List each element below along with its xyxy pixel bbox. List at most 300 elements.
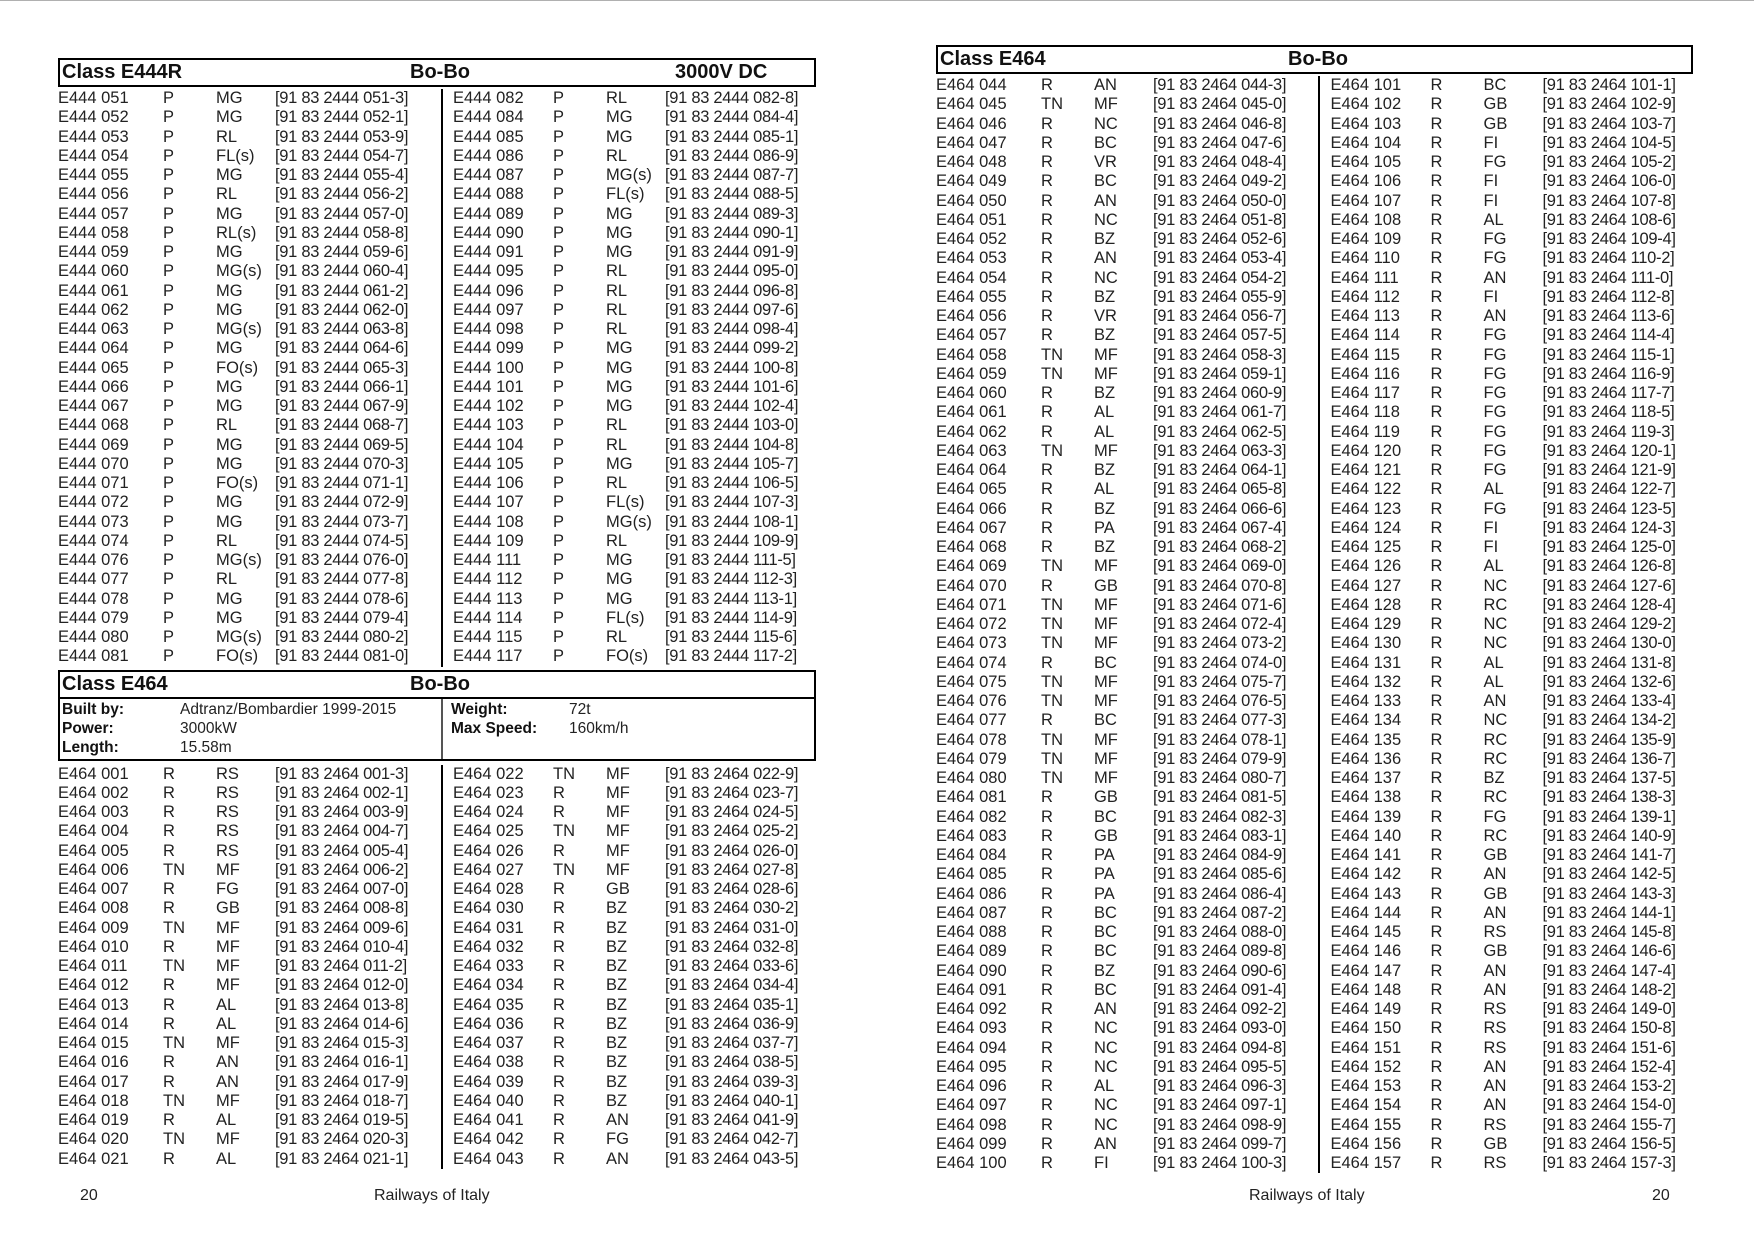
evn-number: [91 83 2444 108-1]: [665, 512, 799, 531]
depot-code: RL: [606, 146, 628, 165]
depot-code: RL: [606, 300, 628, 319]
table-row: [1325, 788, 1693, 807]
loco-number: E464 103: [1330, 114, 1402, 133]
depot-code: MF: [216, 918, 240, 937]
operator-code: R: [163, 976, 175, 995]
depot-code: BZ: [1094, 961, 1116, 980]
loco-number: E464 040: [453, 1091, 524, 1110]
depot-code: RL: [216, 127, 238, 146]
operator-code: R: [1430, 499, 1443, 518]
evn-number: [91 83 2464 129-2]: [1542, 615, 1676, 633]
table-row: [58, 899, 441, 918]
table-row: [936, 615, 1318, 634]
depot-code: BZ: [1094, 384, 1116, 402]
table-row: [936, 269, 1318, 288]
evn-number: [91 83 2464 067-4]: [1153, 518, 1287, 537]
operator-code: TN: [1041, 769, 1063, 787]
evn-number: [91 83 2444 072-9]: [275, 493, 409, 512]
table-row: [1325, 846, 1693, 865]
operator-code: R: [1041, 942, 1053, 961]
evn-number: [91 83 2464 087-2]: [1153, 903, 1287, 922]
operator-code: R: [1430, 441, 1443, 460]
power-value: 3000kW: [180, 719, 237, 737]
depot-code: FL(s): [606, 185, 645, 204]
evn-number: [91 83 2464 020-3]: [275, 1130, 409, 1149]
table-row: [58, 493, 441, 512]
table-row: [58, 570, 441, 589]
evn-number: [91 83 2464 071-6]: [1153, 595, 1287, 614]
operator-code: TN: [1041, 345, 1063, 364]
depot-code: AL: [216, 995, 237, 1014]
evn-number: [91 83 2444 107-3]: [665, 493, 799, 512]
evn-number: [91 83 2464 003-9]: [275, 803, 409, 821]
evn-number: [91 83 2444 053-9]: [275, 127, 409, 146]
evn-number: [91 83 2464 130-0]: [1542, 634, 1676, 653]
loco-number: E464 065: [936, 480, 1007, 499]
operator-code: R: [1430, 1154, 1443, 1172]
table-row: [448, 493, 816, 512]
depot-code: BZ: [606, 1014, 628, 1033]
evn-number: [91 83 2464 022-9]: [665, 764, 799, 783]
operator-code: P: [553, 185, 565, 204]
table-row: [448, 803, 816, 822]
operator-code: R: [553, 1034, 565, 1052]
loco-number: E464 039: [453, 1072, 524, 1091]
loco-number: E464 015: [58, 1034, 129, 1052]
table-row: [1325, 692, 1693, 711]
evn-number: [91 83 2464 073-2]: [1153, 634, 1287, 653]
operator-code: R: [1041, 230, 1053, 248]
evn-number: [91 83 2464 141-7]: [1542, 846, 1676, 864]
depot-code: AN: [1483, 961, 1507, 980]
operator-code: R: [1041, 249, 1053, 268]
loco-number: E444 061: [58, 281, 129, 300]
evn-number: [91 83 2444 068-7]: [275, 416, 409, 435]
table-row: [936, 788, 1318, 807]
loco-number: E464 074: [936, 653, 1007, 672]
table-row: [936, 346, 1318, 365]
loco-number: E444 052: [58, 108, 129, 127]
table-row: [1325, 192, 1693, 211]
table-row: [58, 397, 441, 416]
loco-number: E444 111: [453, 551, 522, 569]
depot-code: MF: [606, 764, 630, 783]
evn-number: [91 83 2464 058-3]: [1153, 345, 1287, 364]
loco-number: E464 008: [58, 899, 129, 918]
table-row: [58, 359, 441, 378]
operator-code: P: [553, 531, 565, 550]
operator-code: TN: [553, 764, 575, 783]
table-row: [936, 230, 1318, 249]
operator-code: R: [553, 957, 565, 975]
operator-code: R: [1430, 595, 1443, 614]
depot-code: MF: [216, 1130, 240, 1149]
table-row: [448, 416, 816, 435]
operator-code: R: [553, 1149, 565, 1168]
loco-number: E464 133: [1330, 692, 1402, 710]
operator-code: R: [1430, 384, 1443, 402]
loco-number: E464 092: [936, 1000, 1007, 1018]
table-row: [936, 95, 1318, 114]
evn-number: [91 83 2464 043-5]: [665, 1149, 799, 1168]
evn-number: [91 83 2444 082-8]: [665, 89, 799, 107]
loco-number: E464 006: [58, 860, 129, 879]
table-row: [58, 1111, 441, 1130]
evn-number: [91 83 2444 100-8]: [665, 358, 799, 377]
depot-code: GB: [1483, 114, 1508, 133]
class-title: Class E464: [62, 672, 168, 695]
table-row: [1325, 827, 1693, 846]
depot-code: MF: [1094, 345, 1118, 364]
table-row: [936, 249, 1318, 268]
evn-number: [91 83 2444 078-6]: [275, 589, 409, 608]
operator-code: R: [1041, 133, 1053, 152]
loco-number: E444 079: [58, 608, 129, 627]
loco-number: E444 080: [58, 628, 129, 646]
table-row: [936, 692, 1318, 711]
depot-code: FI: [1483, 287, 1499, 306]
evn-number: [91 83 2464 039-3]: [665, 1072, 799, 1091]
table-row: [448, 1034, 816, 1053]
loco-number: E464 110: [1330, 249, 1400, 268]
evn-number: [91 83 2464 070-8]: [1153, 576, 1287, 595]
wheel-arrangement: Bo-Bo: [410, 672, 470, 695]
table-row: [936, 981, 1318, 1000]
evn-number: [91 83 2464 007-0]: [275, 880, 409, 898]
operator-code: R: [553, 1130, 565, 1149]
depot-code: AL: [1483, 557, 1504, 576]
loco-number: E464 157: [1330, 1154, 1402, 1172]
table-row: [58, 996, 441, 1015]
evn-number: [91 83 2444 084-4]: [665, 108, 799, 127]
table-row: [448, 166, 816, 185]
table-row: [936, 1116, 1318, 1135]
loco-number: E464 131: [1330, 653, 1402, 672]
depot-code: MG: [216, 512, 243, 531]
depot-code: BZ: [1094, 287, 1116, 306]
table-row: [936, 673, 1318, 692]
loco-number: E464 095: [936, 1057, 1007, 1076]
table-row: [58, 532, 441, 551]
loco-number: E464 010: [58, 937, 129, 956]
loco-number: E464 093: [936, 1019, 1007, 1038]
table-row: [58, 590, 441, 609]
loco-number: E464 064: [936, 461, 1007, 479]
loco-number: E464 099: [936, 1134, 1007, 1153]
depot-code: MF: [606, 803, 630, 821]
depot-code: MF: [606, 822, 630, 841]
loco-number: E464 055: [936, 287, 1007, 306]
operator-code: P: [163, 185, 175, 204]
operator-code: R: [1430, 1019, 1443, 1038]
evn-number: [91 83 2464 123-5]: [1542, 499, 1676, 518]
loco-number: E444 070: [58, 454, 129, 473]
evn-number: [91 83 2464 017-9]: [275, 1072, 409, 1091]
loco-number: E444 113: [453, 589, 523, 608]
evn-number: [91 83 2464 021-1]: [275, 1149, 409, 1168]
operator-code: R: [163, 783, 175, 802]
evn-number: [91 83 2444 077-8]: [275, 570, 409, 589]
loco-number: E464 036: [453, 1014, 524, 1033]
operator-code: TN: [1041, 441, 1063, 460]
loco-number: E464 077: [936, 711, 1007, 730]
evn-number: [91 83 2444 066-1]: [275, 377, 409, 396]
fleet-column-2: [441, 89, 816, 667]
operator-code: P: [553, 127, 565, 146]
evn-number: [91 83 2444 095-0]: [665, 262, 799, 281]
table-row: [936, 731, 1318, 750]
evn-number: [91 83 2464 004-7]: [275, 822, 409, 841]
evn-number: [91 83 2464 094-8]: [1153, 1038, 1287, 1057]
e444r-fleet-table: [58, 89, 816, 667]
depot-code: AL: [1094, 480, 1115, 499]
class-e464-header: [58, 670, 816, 699]
evn-number: [91 83 2464 052-6]: [1153, 230, 1287, 248]
depot-code: BZ: [1094, 230, 1116, 248]
depot-code: VR: [1094, 307, 1117, 325]
depot-code: GB: [1483, 942, 1508, 961]
evn-number: [91 83 2464 098-9]: [1153, 1115, 1287, 1134]
operator-code: R: [1041, 846, 1053, 864]
depot-code: NC: [1094, 1096, 1118, 1115]
loco-number: E444 060: [58, 262, 129, 281]
table-row: [936, 115, 1318, 134]
operator-code: R: [553, 918, 565, 937]
loco-number: E464 076: [936, 692, 1007, 710]
depot-code: MG: [216, 397, 243, 415]
operator-code: R: [1430, 191, 1443, 210]
table-row: [448, 378, 816, 397]
table-row: [936, 769, 1318, 788]
operator-code: R: [1430, 576, 1443, 595]
operator-code: R: [163, 822, 175, 841]
loco-number: E464 102: [1330, 95, 1402, 114]
evn-number: [91 83 2464 066-6]: [1153, 499, 1287, 518]
evn-number: [91 83 2444 063-8]: [275, 320, 409, 338]
operator-code: P: [163, 397, 175, 415]
evn-number: [91 83 2464 133-4]: [1542, 692, 1676, 710]
operator-code: R: [1430, 788, 1443, 807]
loco-number: E444 057: [58, 204, 129, 223]
depot-code: GB: [1483, 884, 1508, 903]
evn-number: [91 83 2444 059-6]: [275, 243, 409, 261]
table-row: [936, 634, 1318, 653]
operator-code: R: [1430, 518, 1443, 537]
e464-fleet-table-2: [936, 76, 1693, 1173]
operator-code: R: [163, 937, 175, 956]
evn-number: [91 83 2464 153-2]: [1542, 1077, 1676, 1095]
table-row: [448, 224, 816, 243]
table-row: [448, 205, 816, 224]
loco-number: E444 055: [58, 166, 129, 184]
depot-code: NC: [1483, 634, 1508, 653]
loco-number: E464 104: [1330, 133, 1402, 152]
loco-number: E464 107: [1330, 191, 1402, 210]
depot-code: MG: [606, 243, 633, 261]
depot-code: MF: [1094, 730, 1118, 749]
depot-code: MG: [606, 551, 633, 569]
evn-number: [91 83 2464 047-6]: [1153, 133, 1287, 152]
depot-code: MG: [216, 454, 243, 473]
loco-number: E464 151: [1330, 1038, 1402, 1057]
loco-number: E464 038: [453, 1053, 524, 1072]
evn-number: [91 83 2464 139-1]: [1542, 807, 1676, 826]
evn-number: [91 83 2444 103-0]: [665, 416, 799, 435]
depot-code: FL(s): [216, 146, 255, 165]
evn-number: [91 83 2464 144-1]: [1542, 903, 1676, 922]
loco-number: E444 064: [58, 339, 129, 358]
loco-number: E464 045: [936, 95, 1007, 114]
table-row: [58, 262, 441, 281]
table-row: [58, 822, 441, 841]
depot-code: RL: [606, 628, 628, 646]
operator-code: TN: [1041, 634, 1063, 653]
loco-number: E464 020: [58, 1130, 129, 1149]
depot-code: FG: [1483, 326, 1507, 345]
loco-number: E464 025: [453, 822, 524, 841]
loco-number: E464 048: [936, 153, 1007, 171]
loco-number: E444 103: [453, 416, 524, 435]
depot-code: MG: [216, 493, 243, 512]
table-row: [448, 108, 816, 127]
operator-code: P: [163, 531, 175, 550]
evn-number: [91 83 2464 038-5]: [665, 1053, 799, 1072]
table-row: [448, 1092, 816, 1111]
loco-number: E464 016: [58, 1053, 129, 1072]
depot-code: BZ: [606, 937, 628, 956]
depot-code: BZ: [606, 976, 628, 995]
loco-number: E464 070: [936, 576, 1007, 595]
loco-number: E464 019: [58, 1111, 129, 1129]
depot-code: BZ: [1094, 461, 1116, 479]
table-row: [1325, 500, 1693, 519]
evn-number: [91 83 2464 118-5]: [1542, 403, 1675, 422]
evn-number: [91 83 2464 019-5]: [275, 1111, 409, 1129]
table-row: [1325, 962, 1693, 981]
depot-code: AN: [216, 1072, 239, 1091]
depot-code: MG: [606, 377, 633, 396]
evn-number: [91 83 2464 145-8]: [1542, 923, 1676, 941]
operator-code: P: [163, 358, 175, 377]
evn-number: [91 83 2464 008-8]: [275, 899, 409, 918]
evn-number: [91 83 2464 110-2]: [1542, 249, 1675, 268]
evn-number: [91 83 2464 036-9]: [665, 1014, 799, 1033]
evn-number: [91 83 2464 034-4]: [665, 976, 799, 995]
depot-code: MG: [606, 223, 633, 242]
built-by-label: Built by:: [62, 700, 124, 718]
evn-number: [91 83 2464 122-7]: [1542, 480, 1676, 499]
loco-number: E464 022: [453, 764, 524, 783]
evn-number: [91 83 2464 035-1]: [665, 995, 799, 1014]
evn-number: [91 83 2464 151-6]: [1542, 1038, 1676, 1057]
operator-code: P: [163, 243, 175, 261]
table-row: [936, 538, 1318, 557]
table-row: [448, 1130, 816, 1149]
loco-number: E444 117: [453, 647, 523, 666]
operator-code: R: [1041, 826, 1053, 845]
depot-code: MG: [606, 397, 633, 415]
table-row: [1325, 1135, 1693, 1154]
operator-code: R: [553, 1111, 565, 1129]
operator-code: R: [553, 841, 565, 860]
operator-code: R: [1041, 1019, 1053, 1038]
loco-number: E444 100: [453, 358, 524, 377]
operator-code: TN: [1041, 615, 1063, 633]
depot-code: FI: [1483, 538, 1499, 556]
loco-number: E464 134: [1330, 711, 1402, 730]
depot-code: GB: [606, 880, 630, 898]
operator-code: R: [1041, 884, 1053, 903]
operator-code: R: [1041, 480, 1053, 499]
loco-number: E464 075: [936, 672, 1007, 691]
depot-code: VR: [1094, 153, 1117, 171]
evn-number: [91 83 2444 062-0]: [275, 300, 409, 319]
table-row: [448, 1073, 816, 1092]
loco-number: E464 097: [936, 1096, 1007, 1115]
table-row: [448, 570, 816, 589]
loco-number: E464 128: [1330, 595, 1402, 614]
depot-code: RL: [216, 570, 238, 589]
table-row: [936, 192, 1318, 211]
depot-code: MF: [216, 976, 240, 995]
loco-number: E444 099: [453, 339, 524, 358]
depot-code: FO(s): [606, 647, 649, 666]
table-row: [58, 1092, 441, 1111]
table-row: [448, 647, 816, 666]
table-row: [936, 172, 1318, 191]
depot-code: AN: [1094, 76, 1117, 94]
info-left: [60, 699, 443, 759]
depot-code: NC: [1094, 114, 1118, 133]
table-row: [448, 89, 816, 108]
depot-code: MF: [1094, 672, 1118, 691]
loco-number: E464 106: [1330, 172, 1402, 191]
depot-code: FI: [1483, 518, 1499, 537]
depot-code: MF: [216, 1091, 240, 1110]
depot-code: BZ: [606, 1072, 628, 1091]
operator-code: R: [1041, 1077, 1053, 1095]
evn-number: [91 83 2464 084-9]: [1153, 846, 1287, 864]
evn-number: [91 83 2464 136-7]: [1542, 749, 1676, 768]
operator-code: R: [553, 880, 565, 898]
evn-number: [91 83 2444 088-5]: [665, 185, 799, 204]
operator-code: R: [1041, 461, 1053, 479]
depot-code: GB: [1483, 1134, 1508, 1153]
depot-code: FI: [1483, 133, 1499, 152]
operator-code: R: [1430, 1096, 1443, 1115]
loco-number: E464 066: [936, 499, 1007, 518]
loco-number: E464 087: [936, 903, 1007, 922]
table-row: [1325, 211, 1693, 230]
loco-number: E464 082: [936, 807, 1007, 826]
loco-number: E464 053: [936, 249, 1007, 268]
operator-code: R: [163, 764, 175, 783]
evn-number: [91 83 2464 127-6]: [1542, 576, 1676, 595]
table-row: [58, 957, 441, 976]
loco-number: E464 085: [936, 865, 1007, 884]
operator-code: R: [1430, 172, 1443, 191]
depot-code: AN: [1094, 1000, 1117, 1018]
loco-number: E444 062: [58, 300, 129, 319]
table-row: [1325, 750, 1693, 769]
operator-code: P: [163, 474, 175, 492]
operator-code: TN: [1041, 672, 1063, 691]
operator-code: P: [553, 339, 565, 358]
loco-number: E464 011: [58, 957, 128, 975]
depot-code: AN: [1483, 1096, 1507, 1115]
evn-number: [91 83 2464 010-4]: [275, 937, 409, 956]
loco-number: E464 050: [936, 191, 1007, 210]
